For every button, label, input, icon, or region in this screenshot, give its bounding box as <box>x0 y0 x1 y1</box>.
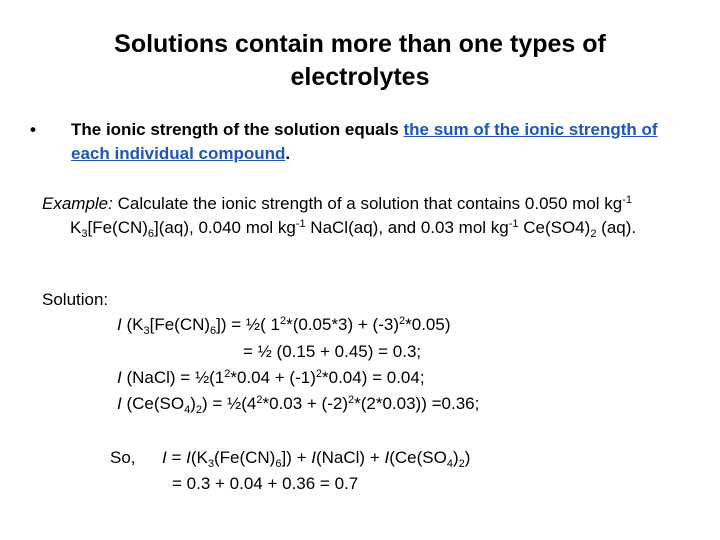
ionic-strength-symbol: I <box>384 448 390 467</box>
eq-text: ]) = ½( 1 <box>216 315 280 334</box>
bullet-link[interactable]: the sum of the ionic strength of each individual compound <box>71 120 658 163</box>
superscript: 2 <box>315 368 322 380</box>
superscript: 2 <box>256 394 263 406</box>
bullet-text-before: The ionic strength of the solution equals <box>71 120 404 139</box>
eq-text: ) <box>190 394 196 413</box>
subscript: 2 <box>458 458 465 470</box>
eq-text: *0.05) <box>405 315 451 334</box>
eq-text: ) = ½(4 <box>202 394 257 413</box>
superscript: -1 <box>622 194 633 206</box>
subscript: 2 <box>195 404 202 416</box>
subscript: 3 <box>207 458 214 470</box>
eq-text: (Fe(CN) <box>213 448 276 467</box>
eq-text: *0.04) = 0.04; <box>322 368 425 387</box>
solution-label: Solution: <box>42 290 109 309</box>
ionic-strength-symbol: I <box>117 394 122 413</box>
equation-line-2: = ½ (0.15 + 0.45) = 0.3; <box>243 342 422 361</box>
eq-text: ) <box>452 448 459 467</box>
superscript: 2 <box>279 315 287 327</box>
ionic-strength-symbol: I <box>186 448 191 467</box>
ionic-strength-symbol: I <box>311 448 316 467</box>
title-line-2: electrolytes <box>290 63 430 91</box>
eq-text: ]) + <box>281 448 312 467</box>
superscript: 2 <box>399 315 406 327</box>
eq-text: (NaCl) = ½(1 <box>121 368 225 387</box>
eq-text: (Ce(SO <box>121 394 185 413</box>
bullet-text-after: . <box>285 144 291 163</box>
example-text: Ce(SO4) <box>518 218 591 237</box>
eq-text: ) <box>464 448 471 467</box>
subscript: 6 <box>147 228 155 240</box>
equation-line-4 <box>117 392 479 416</box>
slide-title <box>60 28 660 94</box>
subscript: 3 <box>143 325 150 337</box>
superscript: 2 <box>224 368 231 380</box>
example-text: Calculate the ionic strength of a solution that contains 0.050 mol kg <box>112 194 623 213</box>
example-text: (aq). <box>596 218 637 237</box>
eq-text: *0.03 + (-2) <box>262 394 348 413</box>
superscript: -1 <box>508 218 519 230</box>
superscript: -1 <box>295 218 306 230</box>
subscript: 6 <box>275 458 282 470</box>
eq-text: = <box>166 448 187 467</box>
equation-line-6: = 0.3 + 0.04 + 0.36 = 0.7 <box>172 474 359 493</box>
example-text: K <box>70 218 82 237</box>
bullet-text <box>71 118 691 166</box>
eq-text: (NaCl) + <box>315 448 385 467</box>
eq-text: [Fe(CN) <box>149 315 211 334</box>
equation-line-1 <box>117 313 451 337</box>
eq-text: *(0.05*3) + (-3) <box>286 315 399 334</box>
so-label: So, <box>110 448 136 467</box>
example-text: [Fe(CN) <box>87 218 148 237</box>
eq-text: *0.04 + (-1) <box>230 368 316 387</box>
subscript: 4 <box>446 458 453 470</box>
eq-text: (Ce(SO <box>389 448 447 467</box>
example-label: Example: <box>42 194 113 213</box>
equation-line-5 <box>162 446 470 470</box>
ionic-strength-symbol: I <box>117 315 122 334</box>
bullet-marker: • <box>30 120 36 139</box>
subscript: 4 <box>184 404 191 416</box>
ionic-strength-symbol: I <box>162 448 167 467</box>
example-paragraph <box>42 192 720 240</box>
title-line-1: Solutions contain more than one types of <box>114 30 606 58</box>
eq-text: *(2*0.03)) =0.36; <box>354 394 480 413</box>
subscript: 3 <box>81 228 88 240</box>
equation-line-3 <box>117 366 425 390</box>
superscript: 2 <box>347 394 355 406</box>
eq-text: (K <box>121 315 144 334</box>
example-text: ](aq), 0.040 mol kg <box>154 218 296 237</box>
example-text: NaCl(aq), and 0.03 mol kg <box>305 218 509 237</box>
subscript: 6 <box>210 325 217 337</box>
eq-text: (K <box>190 448 208 467</box>
ionic-strength-symbol: I <box>117 368 122 387</box>
subscript: 2 <box>590 228 597 240</box>
